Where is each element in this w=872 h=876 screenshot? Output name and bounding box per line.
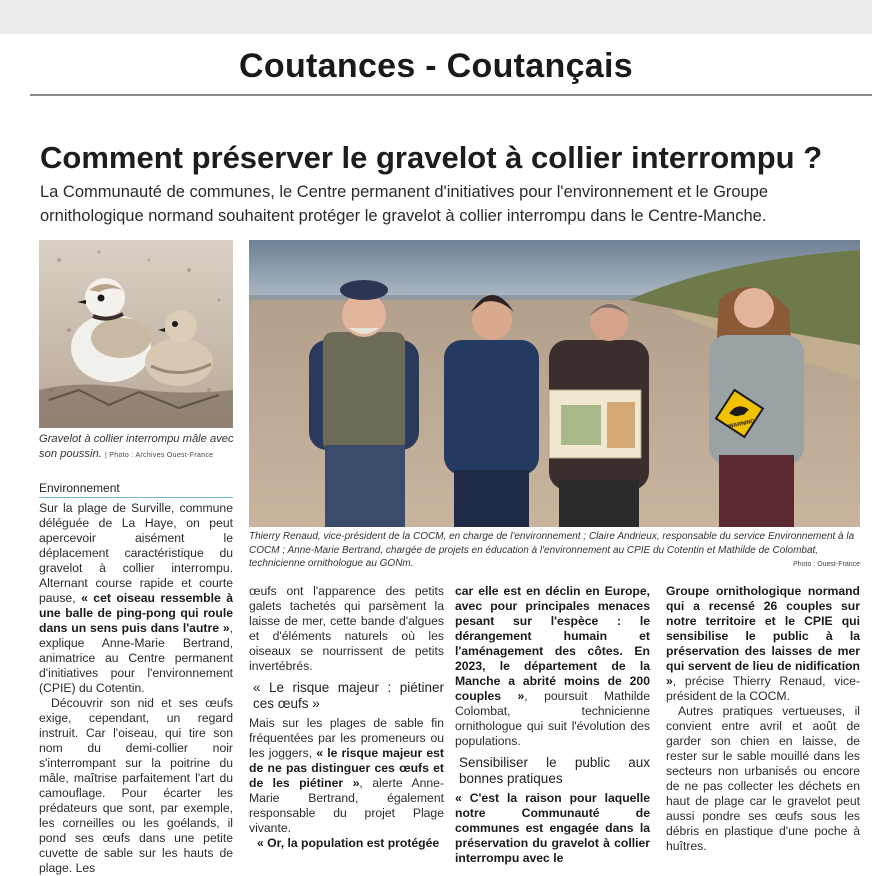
- col2-paragraph-2: [249, 716, 444, 836]
- section-rule: [30, 94, 872, 96]
- col2-p3-quote: « Or, la population est protégée: [257, 836, 440, 850]
- article-column-1: [39, 501, 233, 876]
- col3-p1-end: , poursuit Mathilde Colombat, technicienne ornithologue qui suit l'évolution des populations.: [455, 689, 650, 748]
- article-column-3: [455, 584, 650, 866]
- top-bar: [0, 0, 872, 34]
- col4-paragraph-2: Autres pratiques vertueuses, il convient entre avril et août de garder son chien en laisse, de rester sur le sable mouillé dans les secteurs non urbanisés ou encore de ne pas collecter les déchets en haut de plage car le gravelot peut aussi pondre ses œufs sous les débris en plastique d'une poche à huîtres.: [666, 704, 860, 853]
- col3-paragraph-2: [455, 791, 650, 866]
- plover-photo: [39, 240, 233, 428]
- group-photo-credit: Photo : Ouest-France: [793, 561, 860, 568]
- warning-sign-text: WARNING: [728, 418, 756, 430]
- col2-p2-end: , alerte Anne-Marie Bertrand, également responsable du projet Plage vivante.: [249, 776, 445, 835]
- group-photo-caption: Thierry Renaud, vice-président de la COCM, en charge de l'environnement ; Claire Andrieux, responsable du service Environnement à la COCM ; Anne-Marie Bertrand, chargée de projets en éducation à l'environnement au CPIE du Cotentin et Mathilde de Colombat, technicienne ornithologue au GONm.: [249, 531, 855, 569]
- group-photo: [249, 240, 860, 527]
- article-column-2: [249, 584, 444, 851]
- plover-caption-text: Gravelot à collier interrompu mâle avec son poussin.: [39, 433, 234, 460]
- col1-p1-end: , explique Anne-Marie Bertrand, animatrice au Centre permanent d'initiatives pour l'environnement (CPIE) du Cotentin.: [39, 621, 233, 695]
- section-title: Coutances - Coutançais: [239, 47, 633, 85]
- article-standfirst: La Communauté de communes, le Centre permanent d'initiatives pour l'environnement et le Groupe ornithologique normand souhaitent protéger le gravelot à collier interrompu dans le Centre-Manche.: [40, 183, 769, 225]
- col3-subheading: Sensibiliser le public aux bonnes pratiques: [459, 755, 650, 786]
- article-headline: Comment préserver le gravelot à collier interrompu ?: [40, 140, 823, 175]
- col3-paragraph-1: [455, 584, 650, 749]
- col3-p1-quote: car elle est en déclin en Europe, avec pour principales menaces pesant sur l'espèce : le dérangement humain et l'aménagement des côtes. En 2023, le département de la Manche a abrité moins de 200 couples »: [455, 584, 650, 703]
- col2-paragraph-1: œufs ont l'apparence des petits galets tachetés qui parsèment la laisse de mer, cette bande d'algues et d'éléments naturels où les oiseaux se nourrissent de petits invertébrés.: [249, 584, 444, 673]
- col4-p1-end: , précise Thierry Renaud, vice-président de la COCM.: [666, 674, 860, 703]
- col1-paragraph-2: Découvrir son nid et ses œufs exige, cependant, un regard instruit. Car l'oiseau, qui tire son nom du demi-collier noir s'interrompant sur la poitrine du mâle, maîtrise parfaitement l'art du camouflage. Pour écarter les prédateurs que sont, par exemple, les corneilles ou les goélands, il pond ses œufs dans une petite cuvette de sable sur les hauts de plage. Les: [39, 696, 233, 875]
- plover-photo-credit: | Photo : Archives Ouest-France: [104, 452, 214, 459]
- plover-photo-caption: [39, 432, 235, 463]
- col4-paragraph-1: [666, 584, 860, 704]
- col1-p1-text: Sur la plage de Surville, commune déléguée de La Haye, on peut apercevoir aisément le déplacement caractéristique du gravelot à collier interrompu. Alternant course rapide et courte pause,: [39, 501, 233, 605]
- col2-p2-text: Mais sur les plages de sable fin fréquentées par les promeneurs ou les joggers,: [249, 716, 444, 760]
- col1-paragraph-1: [39, 501, 233, 696]
- col4-p1-quote: Groupe ornithologique normand qui a recensé 26 couples sur notre territoire et le CPIE qui sensibilise le public à la préservation des laisses de mer qui servent de lieu de nidification »: [666, 584, 860, 688]
- col2-subheading: « Le risque majeur : piétiner ces œufs »: [253, 680, 444, 711]
- article-column-4: [666, 584, 860, 854]
- rubric-underline: [39, 497, 233, 498]
- article-rubric: Environnement: [39, 481, 120, 495]
- col3-p2-quote: « C'est la raison pour laquelle notre Communauté de communes est engagée dans la préservation du gravelot à collier interrompu avec le: [455, 791, 650, 865]
- col2-p2-quote: « le risque majeur est de ne pas distinguer ces œufs et de les piétiner »: [249, 746, 444, 790]
- col1-p1-quote: « cet oiseau ressemble à une balle de ping-pong qui roule dans un sens puis dans l'autre »: [39, 591, 233, 635]
